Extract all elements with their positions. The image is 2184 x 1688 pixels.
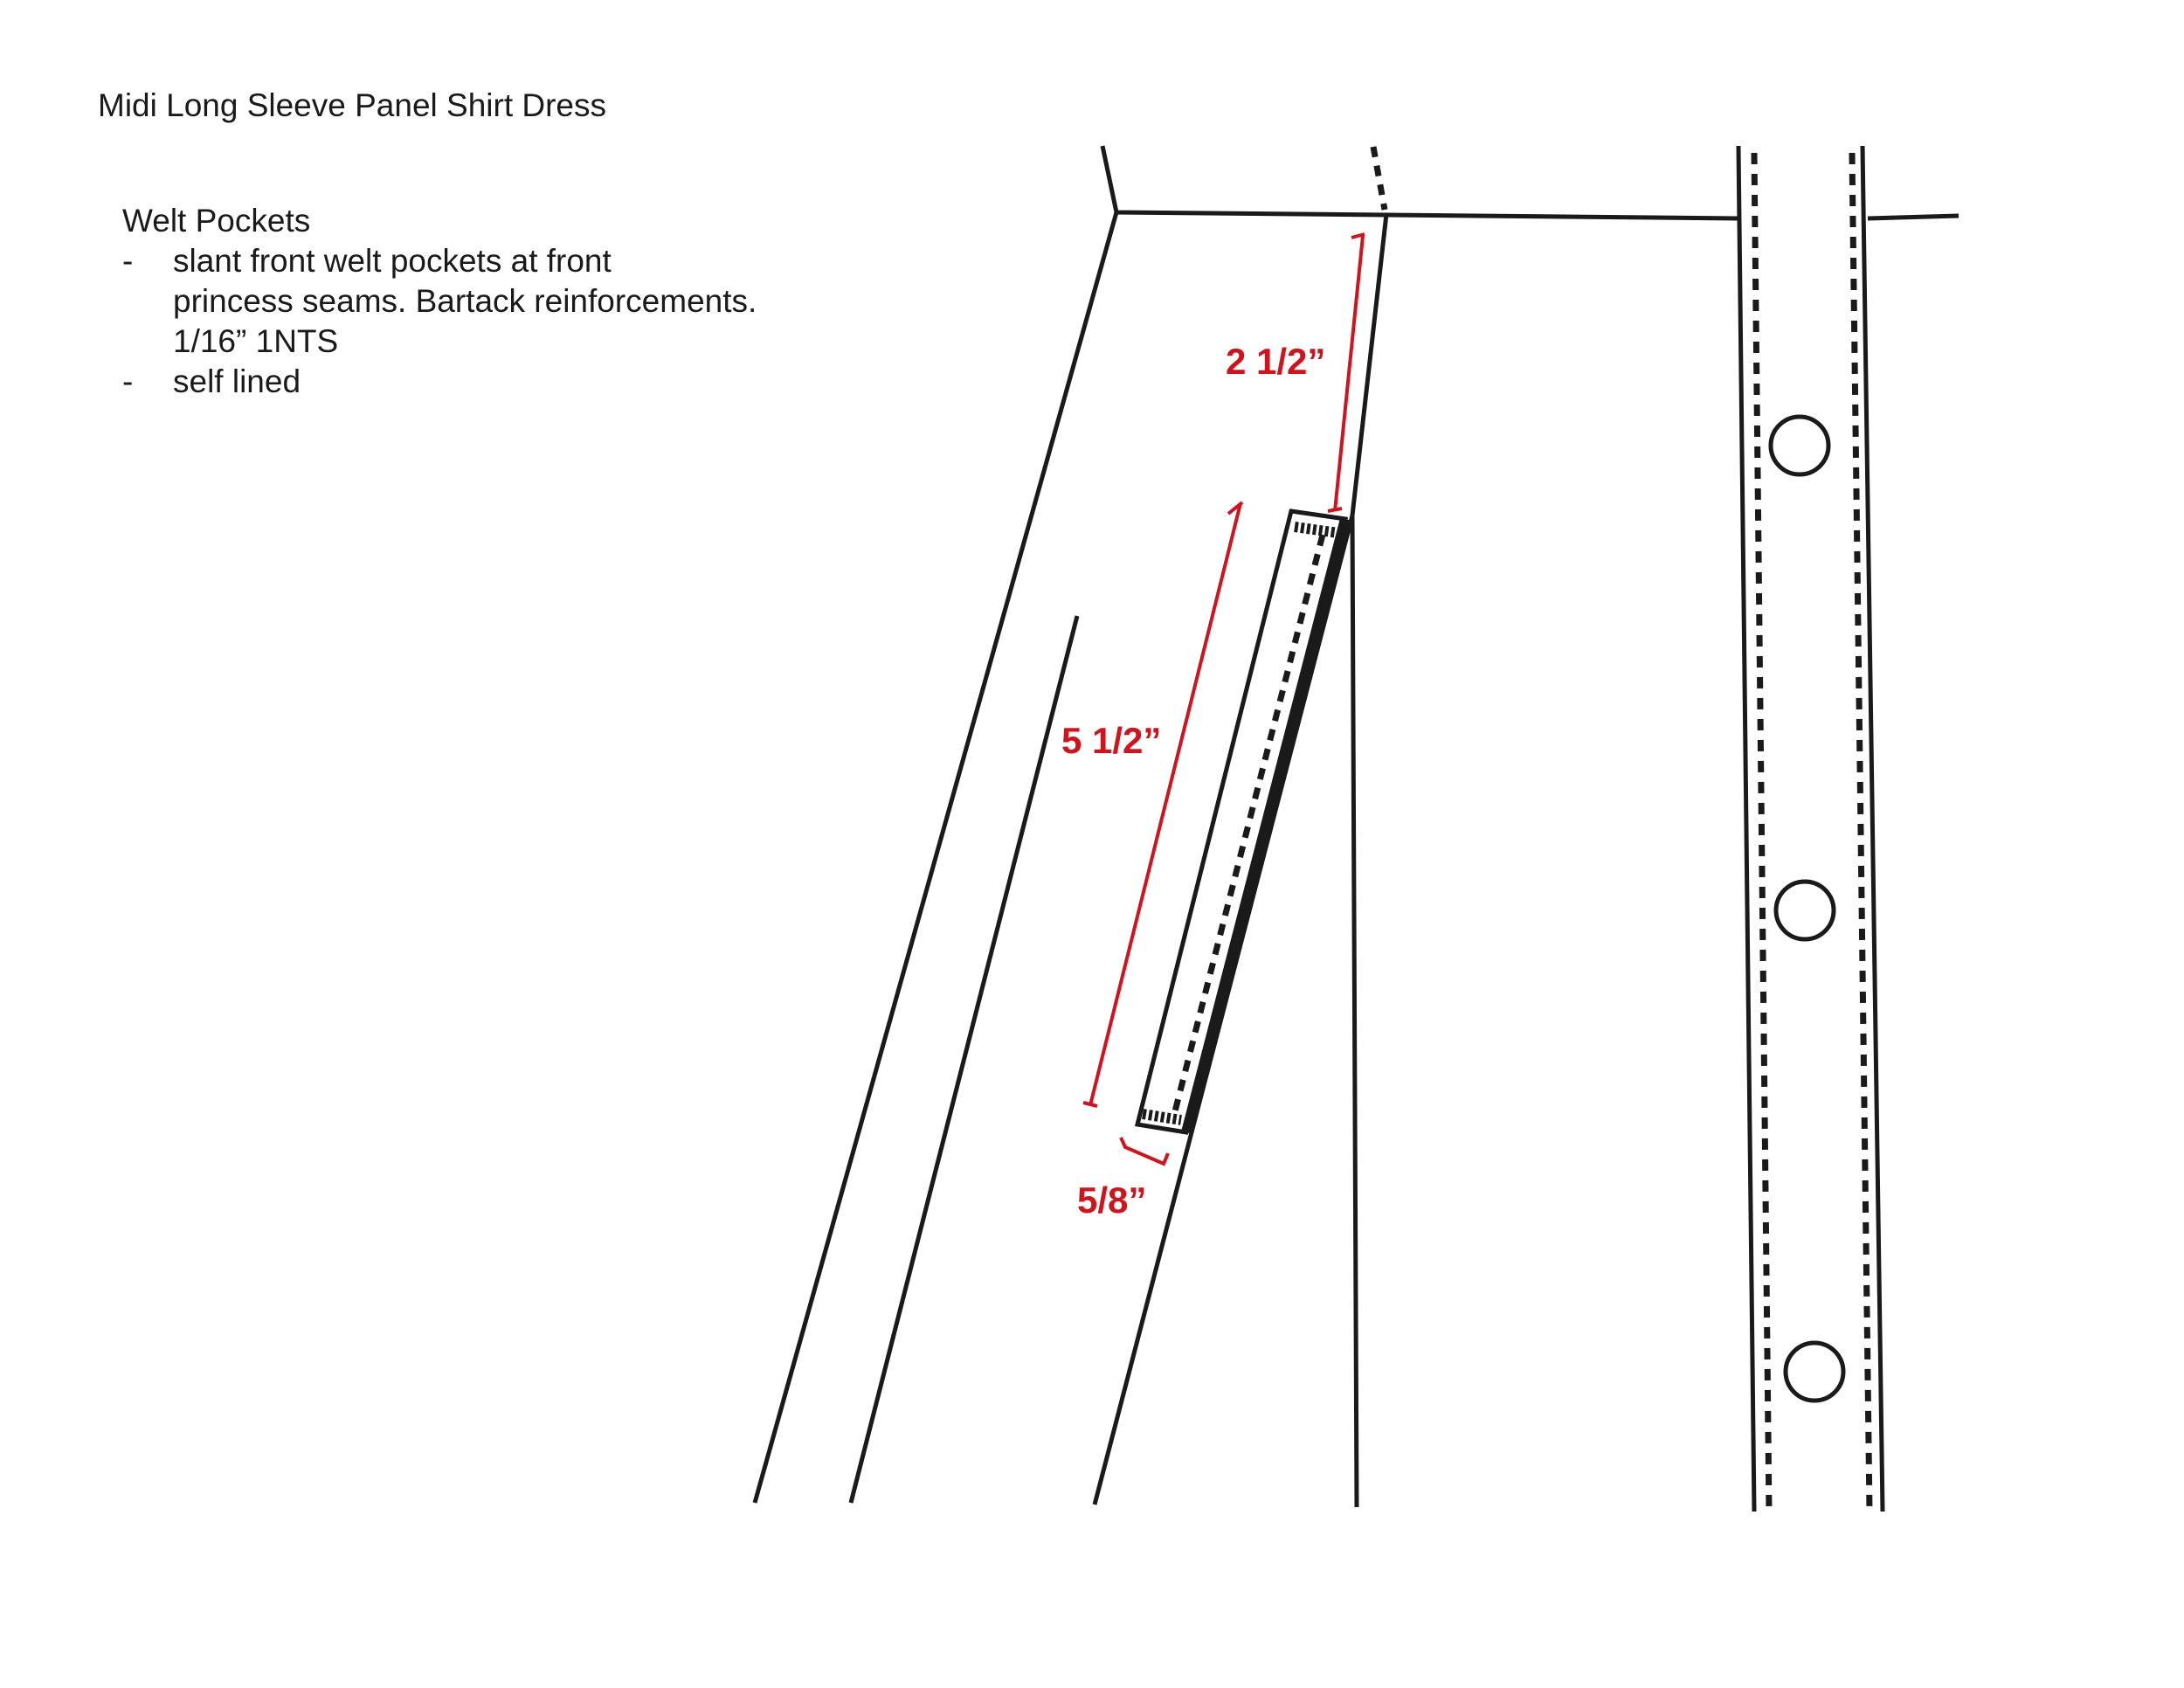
note-text: self lined	[173, 363, 301, 399]
bullet-dash: -	[122, 243, 134, 279]
page-title: Midi Long Sleeve Panel Shirt Dress	[98, 87, 607, 123]
waist-seam-right	[1868, 216, 1959, 218]
note-text: 1/16” 1NTS	[173, 323, 339, 359]
dim-label-waist-to-pocket: 2 1/2”	[1226, 341, 1326, 382]
note-text: princess seams. Bartack reinforcements.	[173, 283, 757, 319]
princess-seam-lower	[1095, 515, 1352, 1505]
bartack-top	[1295, 527, 1338, 533]
dim-line-welt-width	[1121, 1138, 1168, 1164]
side-seam	[755, 212, 1116, 1503]
dim-label-pocket-length: 5 1/2”	[1061, 720, 1162, 761]
welt-pocket	[1137, 511, 1345, 1132]
button-placket	[1738, 146, 1883, 1512]
welt-pocket-outline	[1137, 511, 1345, 1132]
placket-topstitch-left	[1754, 153, 1769, 1512]
welt-stitch-line	[1175, 535, 1323, 1111]
bartack-bottom	[1143, 1114, 1181, 1120]
button	[1771, 417, 1828, 474]
notes-heading: Welt Pockets	[122, 203, 311, 239]
princess-seam-stitch	[1373, 147, 1385, 210]
button	[1776, 882, 1834, 939]
dim-label-welt-width: 5/8”	[1077, 1180, 1147, 1221]
dim-tick	[1083, 1103, 1097, 1106]
bullet-dash: -	[122, 363, 134, 399]
placket-edge-left	[1738, 146, 1754, 1512]
dim-tick	[1328, 508, 1342, 511]
note-text: slant front welt pockets at front	[173, 243, 612, 279]
center-front-panel-edge	[1352, 515, 1357, 1507]
princess-seam-upper	[1352, 214, 1386, 515]
waist-seam	[1102, 146, 1738, 218]
button	[1786, 1343, 1843, 1401]
